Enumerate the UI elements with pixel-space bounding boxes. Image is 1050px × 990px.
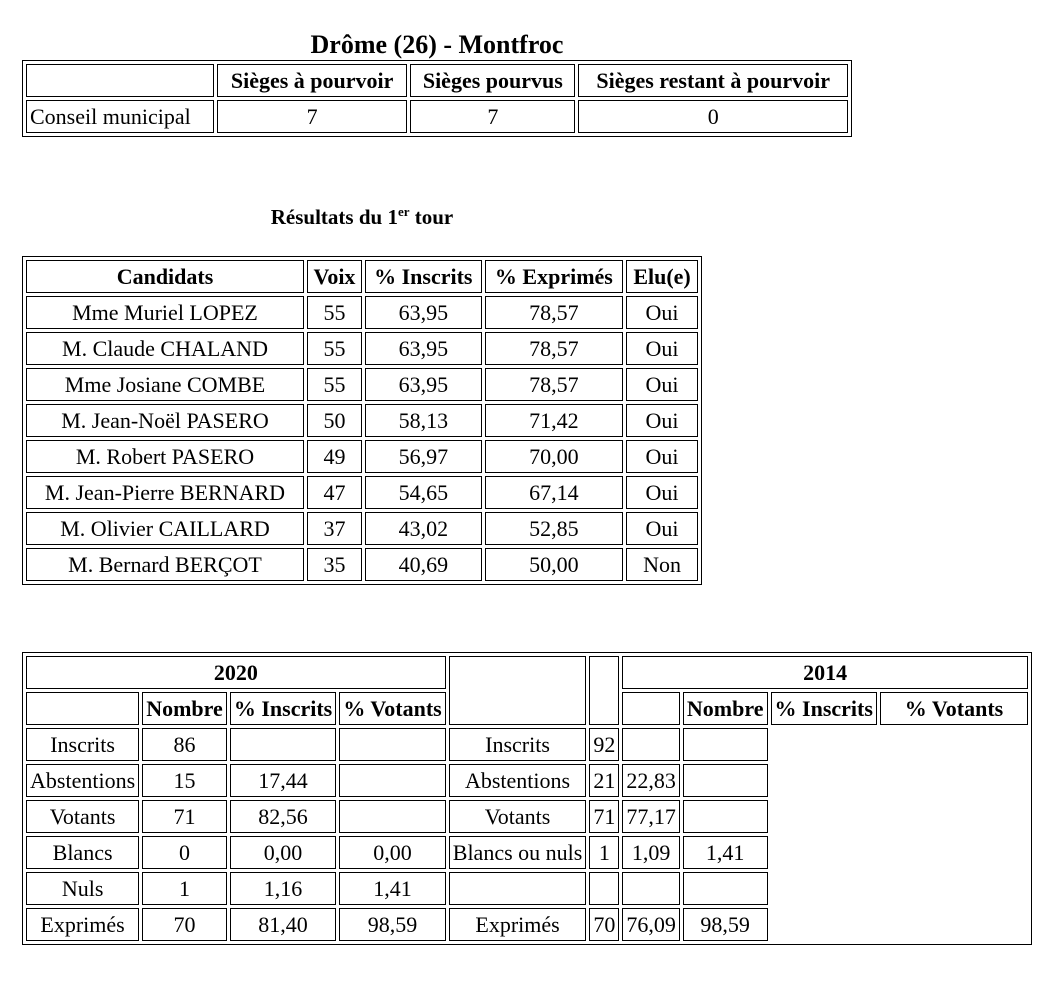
stats-b-label-cell <box>449 872 587 905</box>
stats-b-nombre-cell <box>589 872 619 905</box>
stats-b-inscrits-cell: 1,09 <box>622 836 680 869</box>
table-header-cell: Sièges restant à pourvoir <box>578 64 848 97</box>
candidate-voix-cell: 49 <box>307 440 362 473</box>
stats-a-nombre-cell: 1 <box>142 872 227 905</box>
stats-a-nombre-cell: 70 <box>142 908 227 941</box>
table-header-cell: Nombre <box>142 692 227 725</box>
round-title-suffix: tour <box>409 205 454 229</box>
row-label: Conseil municipal <box>26 100 214 133</box>
candidate-exprimes-cell: 70,00 <box>485 440 623 473</box>
table-header-cell <box>26 692 139 725</box>
table-header-cell: Candidats <box>26 260 304 293</box>
stats-a-votants-cell <box>339 728 445 761</box>
candidate-exprimes-cell: 78,57 <box>485 368 623 401</box>
table-row <box>26 728 1028 761</box>
stats-a-label-cell: Exprimés <box>26 908 139 941</box>
seats-restant: 0 <box>578 100 848 133</box>
stats-a-inscrits-cell: 82,56 <box>230 800 336 833</box>
candidate-elu-cell: Oui <box>626 368 698 401</box>
stats-b-inscrits-cell: 77,17 <box>622 800 680 833</box>
table-row <box>26 548 698 581</box>
table-row <box>26 908 1028 941</box>
candidate-elu-cell: Oui <box>626 440 698 473</box>
candidate-inscrits-cell: 54,65 <box>365 476 482 509</box>
candidate-elu-cell: Oui <box>626 476 698 509</box>
candidate-voix-cell: 50 <box>307 404 362 437</box>
candidate-inscrits-cell: 40,69 <box>365 548 482 581</box>
candidate-exprimes-cell: 71,42 <box>485 404 623 437</box>
candidate-name-cell: M. Jean-Noël PASERO <box>26 404 304 437</box>
table-row <box>26 800 1028 833</box>
table-row <box>26 332 698 365</box>
candidate-inscrits-cell: 63,95 <box>365 332 482 365</box>
table-header-cell: Voix <box>307 260 362 293</box>
table-row <box>26 836 1028 869</box>
candidate-exprimes-cell: 50,00 <box>485 548 623 581</box>
table-header-cell: % Inscrits <box>771 692 878 725</box>
stats-b-label-cell: Inscrits <box>449 728 587 761</box>
stats-b-inscrits-cell <box>622 872 680 905</box>
table-header-cell: Sièges à pourvoir <box>217 64 407 97</box>
column-separator <box>449 656 587 725</box>
table-header-cell: Sièges pourvus <box>410 64 575 97</box>
candidate-voix-cell: 55 <box>307 332 362 365</box>
candidate-voix-cell: 47 <box>307 476 362 509</box>
candidate-elu-cell: Oui <box>626 512 698 545</box>
table-header-cell: Nombre <box>683 692 768 725</box>
stats-b-nombre-cell: 70 <box>589 908 619 941</box>
stats-b-votants-cell <box>683 764 768 797</box>
year-2014-header: 2014 <box>622 656 1028 689</box>
candidate-inscrits-cell: 56,97 <box>365 440 482 473</box>
candidate-name-cell: M. Bernard BERÇOT <box>26 548 304 581</box>
stats-b-nombre-cell: 21 <box>589 764 619 797</box>
stats-b-inscrits-cell: 22,83 <box>622 764 680 797</box>
candidate-exprimes-cell: 78,57 <box>485 332 623 365</box>
candidate-name-cell: Mme Josiane COMBE <box>26 368 304 401</box>
stats-a-inscrits-cell <box>230 728 336 761</box>
stats-a-nombre-cell: 86 <box>142 728 227 761</box>
stats-a-label-cell: Abstentions <box>26 764 139 797</box>
column-separator <box>589 656 619 725</box>
table-row <box>26 296 698 329</box>
stats-a-label-cell: Nuls <box>26 872 139 905</box>
stats-b-inscrits-cell <box>622 728 680 761</box>
table-header-cell: % Inscrits <box>230 692 336 725</box>
round-title-sup: er <box>397 204 410 219</box>
candidate-inscrits-cell: 43,02 <box>365 512 482 545</box>
stats-a-votants-cell <box>339 800 445 833</box>
candidate-inscrits-cell: 63,95 <box>365 368 482 401</box>
candidate-exprimes-cell: 52,85 <box>485 512 623 545</box>
stats-b-votants-cell: 98,59 <box>683 908 768 941</box>
table-year-row <box>26 656 1028 689</box>
candidate-inscrits-cell: 63,95 <box>365 296 482 329</box>
candidate-name-cell: M. Olivier CAILLARD <box>26 512 304 545</box>
stats-a-inscrits-cell: 1,16 <box>230 872 336 905</box>
stats-a-label-cell: Votants <box>26 800 139 833</box>
table-row <box>26 476 698 509</box>
stats-b-label-cell: Votants <box>449 800 587 833</box>
stats-b-votants-cell: 1,41 <box>683 836 768 869</box>
candidate-elu-cell: Non <box>626 548 698 581</box>
stats-a-nombre-cell: 71 <box>142 800 227 833</box>
candidates-table <box>22 256 702 585</box>
candidate-elu-cell: Oui <box>626 404 698 437</box>
table-row <box>26 440 698 473</box>
stats-a-inscrits-cell: 17,44 <box>230 764 336 797</box>
candidate-elu-cell: Oui <box>626 332 698 365</box>
table-header-cell <box>622 692 680 725</box>
stats-a-label-cell: Blancs <box>26 836 139 869</box>
stats-a-nombre-cell: 15 <box>142 764 227 797</box>
seats-a-pourvoir: 7 <box>217 100 407 133</box>
table-row <box>26 368 698 401</box>
stats-b-votants-cell <box>683 872 768 905</box>
table-row <box>26 512 698 545</box>
round-title-prefix: Résultats du 1 <box>270 205 398 229</box>
stats-a-votants-cell <box>339 764 445 797</box>
table-header-cell: % Votants <box>880 692 1028 725</box>
candidate-exprimes-cell: 78,57 <box>485 296 623 329</box>
candidate-elu-cell: Oui <box>626 296 698 329</box>
year-2020-header: 2020 <box>26 656 446 689</box>
table-header-cell: % Votants <box>339 692 445 725</box>
table-row <box>26 404 698 437</box>
table-header-row <box>26 64 848 97</box>
candidate-name-cell: M. Claude CHALAND <box>26 332 304 365</box>
table-row <box>26 100 848 133</box>
candidate-exprimes-cell: 67,14 <box>485 476 623 509</box>
seats-pourvus: 7 <box>410 100 575 133</box>
stats-a-nombre-cell: 0 <box>142 836 227 869</box>
table-header-cell: % Inscrits <box>365 260 482 293</box>
stats-b-nombre-cell: 1 <box>589 836 619 869</box>
round-title <box>22 198 702 231</box>
candidate-voix-cell: 55 <box>307 368 362 401</box>
table-header-cell: Elu(e) <box>626 260 698 293</box>
participation-table <box>22 652 1032 945</box>
candidate-voix-cell: 55 <box>307 296 362 329</box>
stats-a-inscrits-cell: 0,00 <box>230 836 336 869</box>
stats-b-votants-cell <box>683 800 768 833</box>
stats-b-votants-cell <box>683 728 768 761</box>
stats-a-votants-cell: 1,41 <box>339 872 445 905</box>
stats-a-label-cell: Inscrits <box>26 728 139 761</box>
table-row <box>26 764 1028 797</box>
stats-a-votants-cell: 98,59 <box>339 908 445 941</box>
seats-table <box>22 60 852 137</box>
stats-a-inscrits-cell: 81,40 <box>230 908 336 941</box>
stats-b-label-cell: Exprimés <box>449 908 587 941</box>
candidate-name-cell: M. Robert PASERO <box>26 440 304 473</box>
table-header-cell: % Exprimés <box>485 260 623 293</box>
page-title: Drôme (26) - Montfroc <box>310 30 564 59</box>
stats-b-nombre-cell: 92 <box>589 728 619 761</box>
table-header-row <box>26 260 698 293</box>
candidate-name-cell: M. Jean-Pierre BERNARD <box>26 476 304 509</box>
candidate-voix-cell: 37 <box>307 512 362 545</box>
stats-b-nombre-cell: 71 <box>589 800 619 833</box>
stats-b-inscrits-cell: 76,09 <box>622 908 680 941</box>
candidate-name-cell: Mme Muriel LOPEZ <box>26 296 304 329</box>
stats-a-votants-cell: 0,00 <box>339 836 445 869</box>
table-row <box>26 872 1028 905</box>
table-header-cell <box>26 64 214 97</box>
stats-b-label-cell: Abstentions <box>449 764 587 797</box>
candidate-voix-cell: 35 <box>307 548 362 581</box>
stats-b-label-cell: Blancs ou nuls <box>449 836 587 869</box>
candidate-inscrits-cell: 58,13 <box>365 404 482 437</box>
